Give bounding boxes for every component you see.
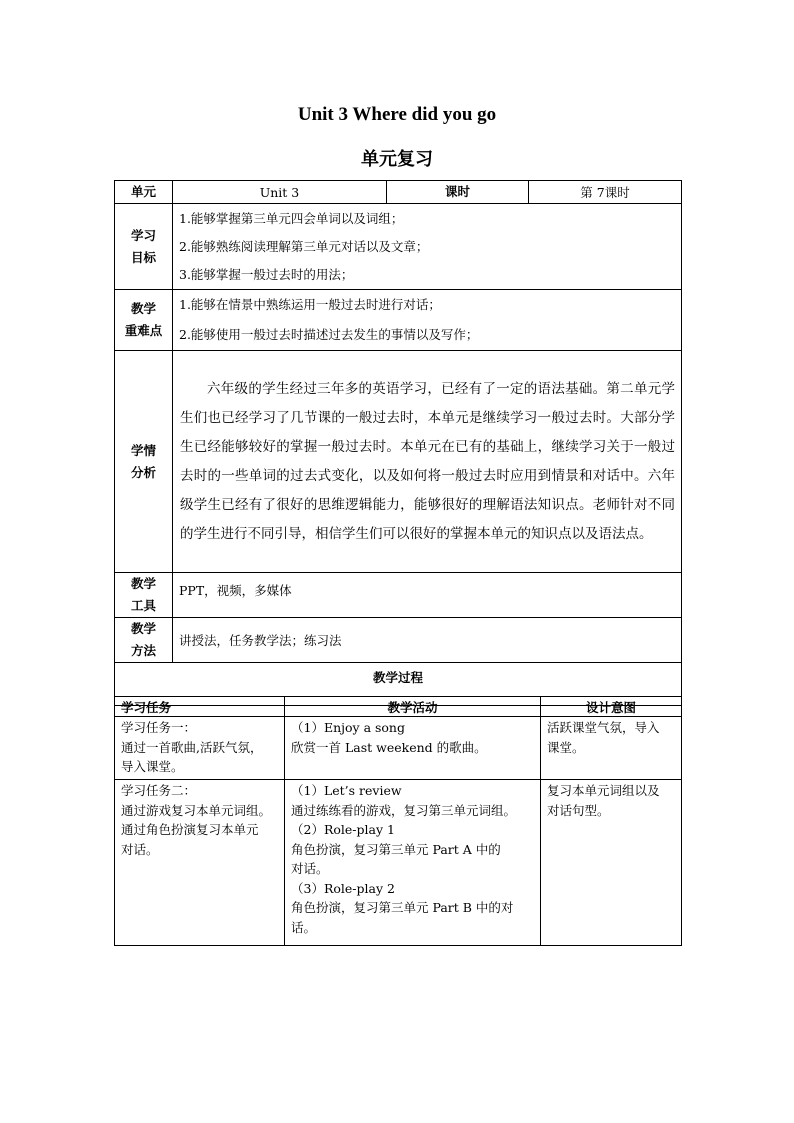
difficulty-row <box>115 290 682 351</box>
lesson-info-table <box>114 180 682 706</box>
difficulty-item: 1.能够在情景中熟练运用一般过去时进行对话； <box>179 297 441 312</box>
analysis-label: 学情 分析 <box>115 351 173 573</box>
header-task: 学习任务 <box>115 697 285 717</box>
unit-value: Unit 3 <box>173 181 387 204</box>
task-cell: 学习任务二： 通过游戏复习本单元词组。 通过角色扮演复习本单元 对话。 <box>115 780 285 946</box>
process-header-row <box>115 697 682 717</box>
intent-cell: 复习本单元词组以及 对话句型。 <box>541 780 682 946</box>
difficulty-label: 教学 重难点 <box>115 290 173 351</box>
analysis-content: 六年级的学生经过三年多的英语学习，已经有了一定的语法基础。第二单元学生们也已经学习了几节课的一般过去时，本单元是继续学习一般过去时。大部分学生已经能够较好的掌握一般过去时。本单元在已有的基础上，继续学习关于一般过去时的一些单词的过去式变化，以及如何将一般过去时应用到情景和对话中。六年级学生已经有了很好的思维逻辑能力，能够很好的理解语法知识点。老师针对不同的学生进行不同引导，相信学生们可以很好的掌握本单元的知识点以及语法点。 <box>173 351 682 573</box>
methods-row <box>115 618 682 663</box>
objective-item: 2.能够熟练阅读理解第三单元对话以及文章； <box>179 238 429 254</box>
task-cell: 学习任务一： 通过一首歌曲,活跃气氛， 导入课堂。 <box>115 717 285 780</box>
methods-content: 讲授法，任务教学法；练习法 <box>173 618 682 663</box>
tools-content: PPT，视频，多媒体 <box>173 573 682 618</box>
objectives-content <box>173 204 682 290</box>
table-row <box>115 780 682 946</box>
objective-item: 1.能够掌握第三单元四会单词以及词组； <box>179 210 404 226</box>
tools-label: 教学 工具 <box>115 573 173 618</box>
analysis-row <box>115 351 682 573</box>
activity-cell: （1）Let’s review 通过练练看的游戏，复习第三单元词组。 （2）Role-play 1 角色扮演，复习第三单元 Part A 中的 对话。 （3）Role-play 2 角色扮演，复习第三单元 Part B 中的对 话。 <box>285 780 541 946</box>
intent-cell: 活跃课堂气氛，导入 课堂。 <box>541 717 682 780</box>
unit-row <box>115 181 682 204</box>
document-subtitle: 单元复习 <box>361 149 433 170</box>
activity-cell: （1）Enjoy a song 欣赏一首 Last weekend 的歌曲。 <box>285 717 541 780</box>
process-title: 教学过程 <box>115 663 682 706</box>
table-row <box>115 717 682 780</box>
period-label: 课时 <box>387 181 529 204</box>
objectives-row <box>115 204 682 290</box>
objective-item: 3.能够掌握一般过去时的用法； <box>179 266 354 282</box>
unit-label: 单元 <box>115 181 173 204</box>
difficulty-item: 2.能够使用一般过去时描述过去发生的事情以及写作； <box>179 327 479 342</box>
header-intent: 设计意图 <box>541 697 682 717</box>
objectives-label: 学习 目标 <box>115 204 173 290</box>
difficulty-content <box>173 290 682 351</box>
document-title: Unit 3 Where did you go <box>297 104 497 125</box>
process-table <box>114 696 682 946</box>
header-activity: 教学活动 <box>285 697 541 717</box>
methods-label: 教学 方法 <box>115 618 173 663</box>
period-value: 第 7课时 <box>529 181 682 204</box>
tools-row <box>115 573 682 618</box>
